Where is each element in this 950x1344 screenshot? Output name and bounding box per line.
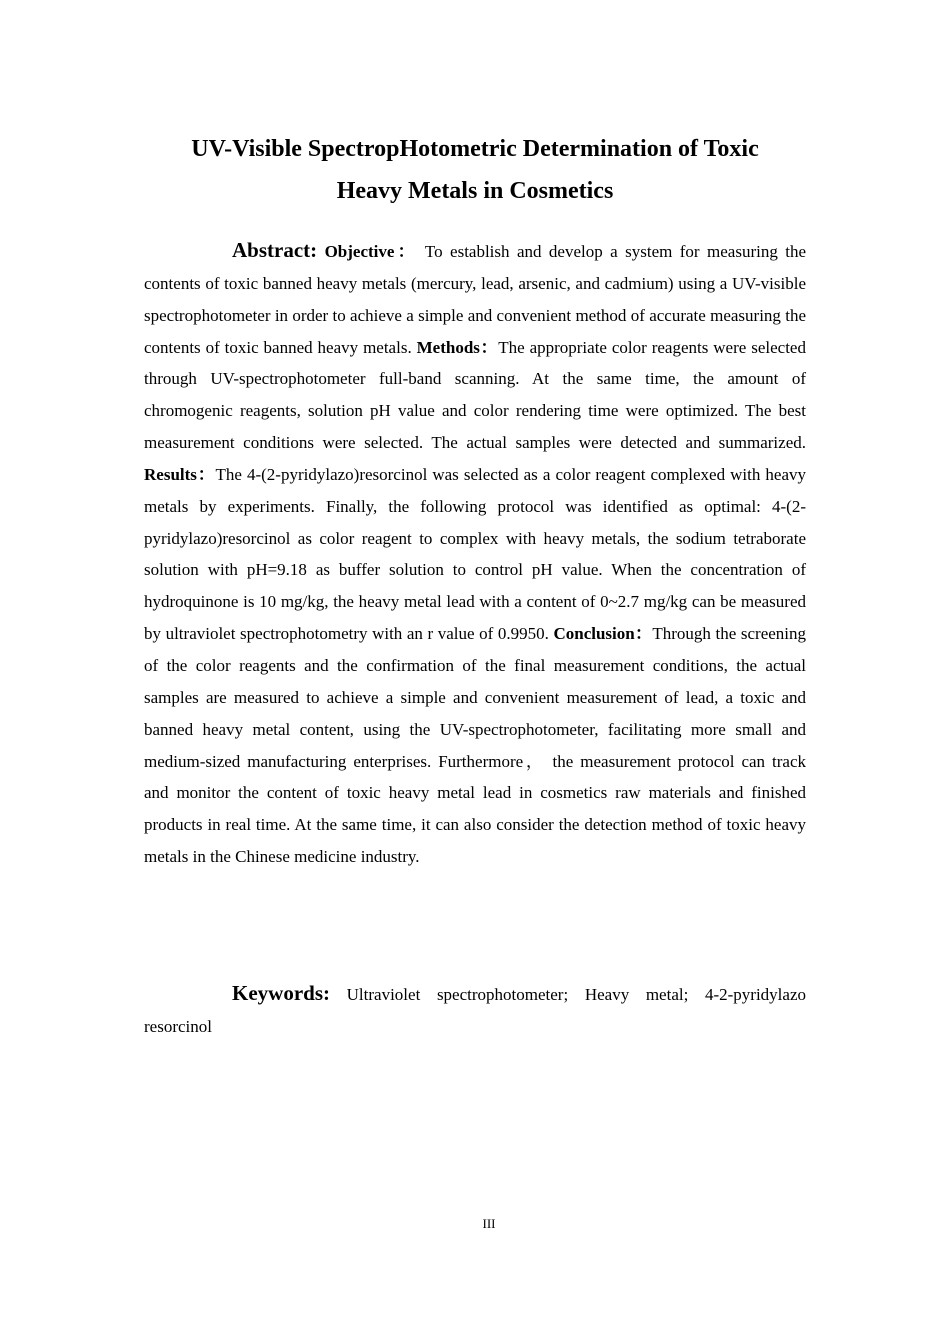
paper-title	[120, 128, 830, 212]
methods-text: The appropriate color reagents were selected through UV-spectrophotometer full-band scanning. At the same time, the amount of chromogenic reagents, solution pH value and color rendering time were optimized. The best measurement conditions were selected. The actual samples were detected and summarized.	[144, 337, 806, 453]
page-number: III	[482, 1216, 496, 1231]
abstract-label: Abstract:	[232, 238, 318, 262]
objective-text: To establish and develop a system for measuring the contents of toxic banned heavy metals (mercury, lead, arsenic, and cadmium) using a UV-visible spectrophotometer in order to achieve a simple and convenient method of accurate measuring the contents of toxic banned heavy metals.	[144, 242, 807, 357]
keywords-label: Keywords:	[232, 981, 330, 1005]
objective-label: Objective：	[324, 242, 418, 261]
results-label: Results：	[144, 464, 216, 484]
results-text: The 4-(2-pyridylazo)resorcinol was selected as a color reagent complexed with heavy metals by experiments. Finally, the following protocol was identified as optimal: 4-(2-pyridylazo)resorcinol as color reagent to complex with heavy metals, the sodium tetraborate solution with pH=9.18 as buffer solution to control pH value. When the concentration of hydroquinone is 10 mg/kg, the heavy metal lead with a content of 0~2.7 mg/kg can be measured by ultraviolet spectrophotometry with an r value of 0.9950.	[144, 464, 806, 644]
title-line-2: Heavy Metals in Cosmetics	[336, 178, 614, 204]
conclusion-label: Conclusion：	[553, 624, 653, 644]
keywords-text: Ultraviolet spectrophotometer; Heavy metal; 4-2-pyridylazo resorcinol	[144, 985, 806, 1036]
methods-label: Methods：	[416, 337, 499, 357]
keywords-paragraph	[144, 977, 806, 1043]
title-line-1: UV-Visible SpectropHotometric Determination of Toxic	[191, 136, 759, 162]
conclusion-text: Through the screening of the color reagents and the confirmation of the final measurement conditions, the actual samples are measured to achieve a simple and convenient measurement of lead, a toxic and banned heavy metal content, using the UV-spectrophotometer, facilitating more small and medium-sized manufacturing enterprises. Furthermore， the measurement protocol can track and monitor the content of toxic heavy metal lead in cosmetics raw materials and finished products in real time. At the same time, it can also consider the detection method of toxic heavy metals in the Chinese medicine industry.	[144, 624, 807, 867]
abstract-paragraph	[144, 235, 806, 873]
